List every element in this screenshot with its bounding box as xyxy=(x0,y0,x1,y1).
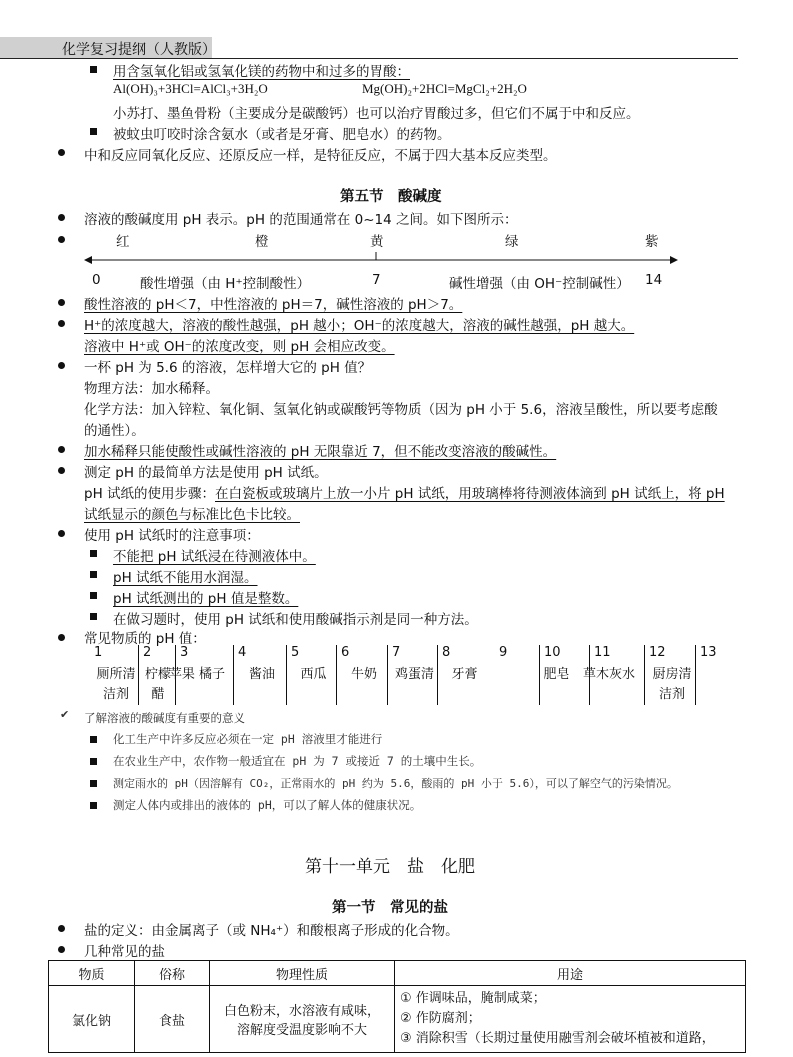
color-purple: 紫 xyxy=(645,234,659,250)
square-bullet-icon xyxy=(90,802,97,809)
chemical-method: 化学方法：加入锌粒、氧化铜、氢氧化钠或碳酸钙等物质（因为 pH 小于 5.6，溶液呈酸性，所以要考虑酸 xyxy=(84,402,718,418)
color-green: 绿 xyxy=(505,234,519,250)
section-title: 第五节 酸碱度 xyxy=(340,189,442,205)
antacid-line: 用含氢氧化铝或氢氧化镁的药物中和过多的胃酸： xyxy=(113,64,410,80)
col-header: 物质 xyxy=(49,961,135,986)
square-bullet-icon xyxy=(90,592,97,599)
dilution-rule: 加水稀释只能使酸性或碱性溶液的 pH 无限靠近 7，但不能改变溶液的酸碱性。 xyxy=(84,444,557,460)
square-bullet-icon xyxy=(90,571,97,578)
equation-magnesium: Mg(OH)₂+2HCl=MgCl₂+2H₂O xyxy=(362,81,527,96)
scale-zero: 0 xyxy=(92,272,101,288)
precaution-4: 在做习题时，使用 pH 试纸和使用酸碱指示剂是同一种方法。 xyxy=(113,612,478,628)
scale-base-label: 碱性增强（由 OH⁻控制碱性） xyxy=(449,276,630,292)
table-cell: 7 鸡蛋清 xyxy=(388,645,438,705)
ph-intro: 溶液的酸碱度用 pH 表示。pH 的范围通常在 0~14 之间。如下图所示： xyxy=(84,212,518,228)
question-line: 一杯 pH 为 5.6 的溶液，怎样增大它的 pH 值？ xyxy=(84,360,372,376)
table-cell: 9 xyxy=(499,645,508,660)
common-ph-title: 常见物质的 pH 值： xyxy=(84,631,206,647)
square-bullet-icon xyxy=(90,780,97,787)
round-bullet-icon xyxy=(58,925,65,932)
col-header: 用途 xyxy=(395,961,746,986)
table-cell: 3 苹果 橘子 xyxy=(176,645,234,705)
salt-table xyxy=(48,960,746,1053)
precaution-3: pH 试纸测出的 pH 值是整数。 xyxy=(113,591,299,607)
table-cell: 4 酱油 xyxy=(234,645,287,705)
table-cell: 10 肥皂 xyxy=(540,645,590,705)
neutralization-note: 中和反应同氧化反应、还原反应一样，是特征反应，不属于四大基本反应类型。 xyxy=(84,148,557,164)
document-title: 化学复习提纲（人教版） xyxy=(62,42,216,58)
table-row xyxy=(49,986,746,1053)
chemical-method-cont: 的通性）。 xyxy=(84,423,145,439)
square-bullet-icon xyxy=(90,613,97,620)
equation-aluminium: Al(OH)₃+3HCl=AlCl₃+3H₂O xyxy=(113,81,268,96)
insect-bite-line: 被蚊虫叮咬时涂含氨水（或者是牙膏、肥皂水）的药物。 xyxy=(113,127,451,143)
table-cell: 1 厕所清洁剂 xyxy=(94,645,136,702)
ph-paper-method: 测定 pH 的最简单方法是使用 pH 试纸。 xyxy=(84,465,328,481)
color-yellow: 黄 xyxy=(370,234,384,250)
ph-scale-arrow xyxy=(84,248,678,270)
round-bullet-icon xyxy=(58,530,65,537)
scale-seven: 7 xyxy=(372,272,381,288)
significance-4: 测定人体内或排出的液体的 pH，可以了解人体的健康状况。 xyxy=(113,798,422,812)
significance-2: 在农业生产中，农作物一般适宜在 pH 为 7 或接近 7 的土壤中生长。 xyxy=(113,754,482,768)
ph-rule: 酸性溶液的 pH＜7，中性溶液的 pH＝7，碱性溶液的 pH＞7。 xyxy=(84,297,463,313)
table-row xyxy=(90,645,720,705)
salt-common-name: 食盐 xyxy=(135,986,210,1053)
color-red: 红 xyxy=(116,234,130,250)
significance-1: 化工生产中许多反应必须在一定 pH 溶液里才能进行 xyxy=(113,732,383,746)
round-bullet-icon xyxy=(58,946,65,953)
significance-3: 测定雨水的 pH（因溶解有 CO₂，正常雨水的 pH 约为 5.6，酸雨的 pH 小于 5.6），可以了解空气的污染情况。 xyxy=(113,777,678,790)
ph-paper-steps-cont: 试纸显示的颜色与标准比色卡比较。 xyxy=(84,507,300,523)
color-orange: 橙 xyxy=(255,234,269,250)
table-cell: 8 牙膏 xyxy=(438,645,488,705)
scale-acid-label: 酸性增强（由 H⁺控制酸性） xyxy=(140,276,311,292)
precaution-2: pH 试纸不能用水润湿。 xyxy=(113,570,258,586)
square-bullet-icon xyxy=(90,736,97,743)
round-bullet-icon xyxy=(58,149,65,156)
common-salts-title: 几种常见的盐 xyxy=(84,944,165,960)
round-bullet-icon xyxy=(58,467,65,474)
ph-paper-steps-label: pH 试纸的使用步骤： xyxy=(84,486,216,502)
table-cell: 2 柠檬醋 xyxy=(139,645,176,705)
baking-soda-line: 小苏打、墨鱼骨粉（主要成分是碳酸钙）也可以治疗胃酸过多，但它们不属于中和反应。 xyxy=(113,106,640,122)
salt-name: 氯化钠 xyxy=(49,986,135,1053)
table-header-row xyxy=(49,961,746,986)
square-bullet-icon xyxy=(90,66,97,73)
round-bullet-icon xyxy=(58,362,65,369)
precautions-title: 使用 pH 试纸时的注意事项： xyxy=(84,528,260,544)
round-bullet-icon xyxy=(58,634,65,641)
table-cell: 5 西瓜 xyxy=(287,645,337,705)
square-bullet-icon xyxy=(90,758,97,765)
salt-uses: ① 作调味品，腌制咸菜； ② 作防腐剂； ③ 消除积雪（长期过量使用融雪剂会破坏植被和道路， xyxy=(395,986,746,1053)
salt-physical: 白色粉末，水溶液有咸味， 溶解度受温度影响不大 xyxy=(210,986,395,1053)
square-bullet-icon xyxy=(90,550,97,557)
concentration-rule: H⁺的浓度越大，溶液的酸性越强，pH 越小；OH⁻的浓度越大，溶液的碱性越强，pH 越大。 xyxy=(84,318,635,334)
table-cell: 13 xyxy=(696,645,721,705)
scale-fourteen: 14 xyxy=(645,272,663,288)
round-bullet-icon xyxy=(58,214,65,221)
table-cell: 11 草木灰水 xyxy=(590,645,645,705)
salt-definition: 盐的定义：由金属离子（或 NH₄⁺）和酸根离子形成的化合物。 xyxy=(84,923,459,939)
col-header: 俗称 xyxy=(135,961,210,986)
significance-title: 了解溶液的酸碱度有重要的意义 xyxy=(84,711,245,725)
physical-method: 物理方法：加水稀释。 xyxy=(84,381,219,397)
round-bullet-icon xyxy=(58,446,65,453)
round-bullet-icon xyxy=(58,236,65,243)
table-cell: 12 厨房清洁剂 xyxy=(645,645,696,705)
ph-paper-steps: 在白瓷板或玻璃片上放一小片 pH 试纸，用玻璃棒将待测液体滴到 pH 试纸上，将 pH xyxy=(215,486,725,502)
bullet-check-icon: ✔ xyxy=(60,708,70,721)
col-header: 物理性质 xyxy=(210,961,395,986)
unit-title: 第十一单元 盐 化肥 xyxy=(305,857,475,877)
concentration-change: 溶液中 H⁺或 OH⁻的浓度改变，则 pH 会相应改变。 xyxy=(84,339,395,355)
section-title: 第一节 常见的盐 xyxy=(332,900,448,916)
round-bullet-icon xyxy=(58,320,65,327)
table-cell: 6 牛奶 xyxy=(337,645,388,705)
header-rule xyxy=(0,58,738,59)
round-bullet-icon xyxy=(58,299,65,306)
precaution-1: 不能把 pH 试纸浸在待测液体中。 xyxy=(113,549,316,565)
square-bullet-icon xyxy=(90,128,97,135)
common-ph-table xyxy=(90,645,720,705)
